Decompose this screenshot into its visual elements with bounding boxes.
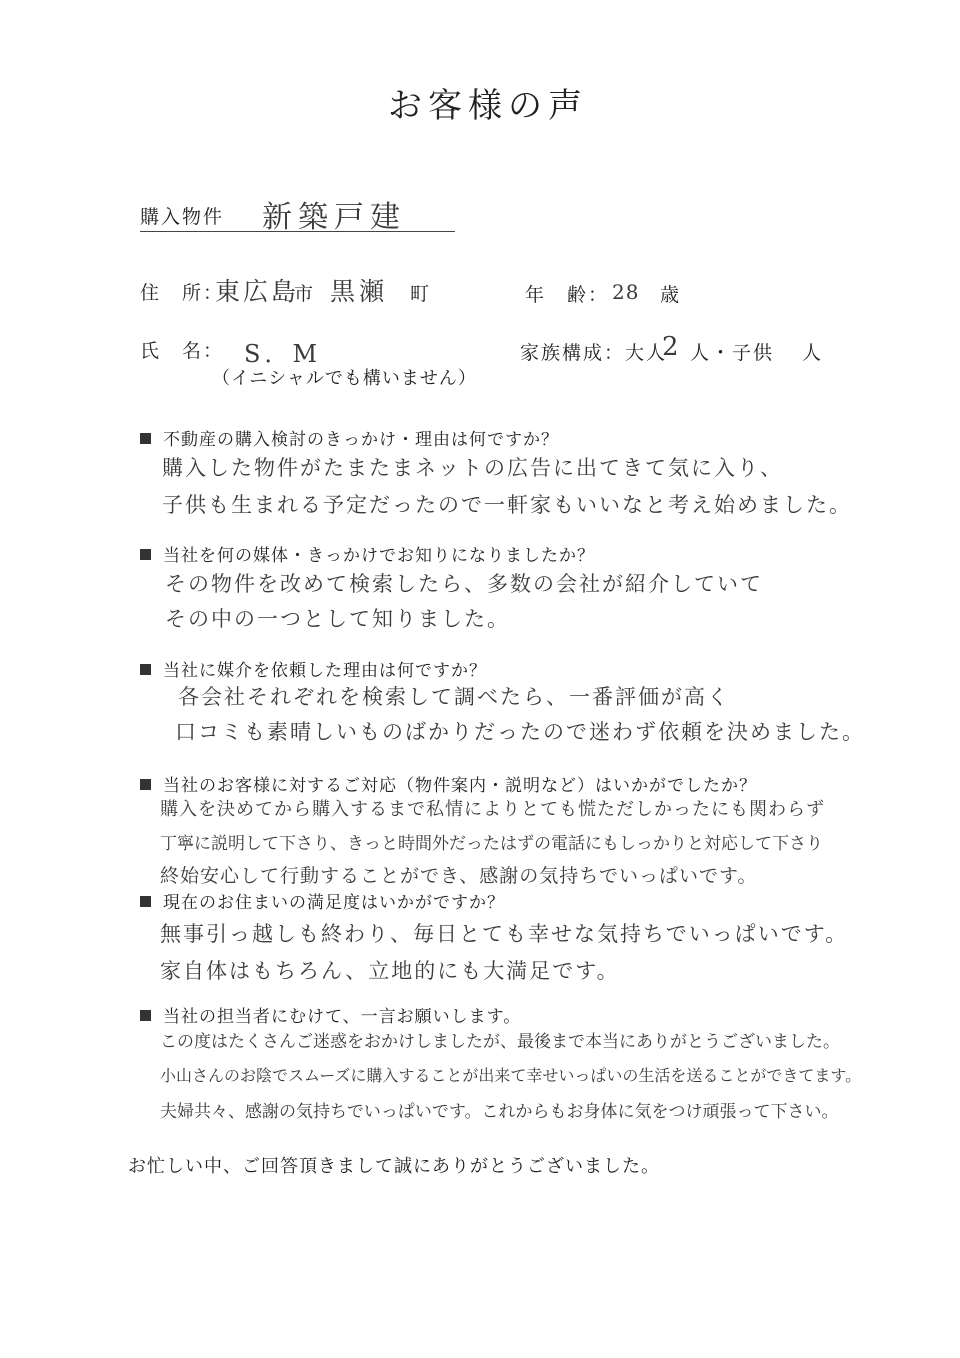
question-2-text: 当社を何の媒体・きっかけでお知りになりましたか？ (163, 546, 595, 566)
answer-2-line-2: その中の一つとして知りました。 (165, 607, 510, 631)
square-bullet-icon (140, 896, 151, 907)
address-label: 住 所： (140, 282, 225, 304)
square-bullet-icon (140, 664, 151, 675)
question-4-text: 当社のお客様に対するご対応（物件案内・説明など）はいかがでしたか？ (163, 776, 757, 796)
answer-5-line-1: 無事引っ越しも終わり、毎日とても幸せな気持ちでいっぱいです。 (160, 922, 849, 946)
question-1 (140, 425, 559, 450)
question-4 (140, 771, 757, 796)
question-5-text: 現在のお住まいの満足度はいかがですか？ (163, 893, 505, 913)
purchase-label: 購入物件 (140, 206, 225, 228)
name-label: 氏 名： (140, 340, 225, 362)
answer-6-line-1: この度はたくさんご迷惑をおかけしましたが、最後まで本当にありがとうございました。 (160, 1032, 840, 1052)
square-bullet-icon (140, 433, 151, 444)
question-3-text: 当社に媒介を依頼した理由は何ですか？ (163, 661, 487, 681)
age-label: 年 齢： (525, 284, 610, 306)
answer-3-line-1: 各会社それぞれを検索して調べたら、一番評価が高く (178, 685, 730, 709)
question-1-text: 不動産の購入検討のきっかけ・理由は何ですか？ (163, 430, 559, 450)
age-suffix: 歳 (660, 284, 682, 306)
square-bullet-icon (140, 779, 151, 790)
answer-4-line-3: 終始安心して行動することができ、感謝の気持ちでいっぱいです。 (160, 865, 758, 887)
purchase-value: 新築戸建 (262, 200, 406, 235)
age-value: 28 (612, 280, 640, 304)
question-6 (140, 1002, 521, 1027)
question-2 (140, 541, 595, 566)
family-adults-suffix: 人・子供 (690, 342, 775, 364)
answer-2-line-1: その物件を改めて検索したら、多数の会社が紹介していて (165, 572, 763, 596)
address-town: 黒瀬 (330, 277, 389, 306)
answer-4-line-1: 購入を決めてから購入するまで私情によりとても慌ただしかったにも関わらず (160, 799, 825, 820)
family-children-suffix: 人 (802, 342, 824, 364)
address-town-suffix: 町 (410, 283, 432, 305)
answer-3-line-2: 口コミも素晴しいものばかりだったので迷わず依頼を決めました。 (175, 720, 865, 744)
answer-5-line-2: 家自体はもちろん、立地的にも大満足です。 (160, 959, 620, 983)
name-note: （イニシャルでも構いません） (212, 368, 477, 389)
name-value: S．M (244, 340, 322, 368)
address-city-suffix: 市 (294, 283, 316, 305)
family-adults: 2 (662, 332, 680, 362)
square-bullet-icon (140, 549, 151, 560)
question-6-text: 当社の担当者にむけて、一言お願いします。 (163, 1007, 522, 1027)
family-label: 家族構成：大人 (520, 342, 668, 364)
answer-6-line-3: 夫婦共々、感謝の気持ちでいっぱいです。これからもお身体に気をつけ頑張って下さい。 (160, 1102, 839, 1122)
answer-1-line-2: 子供も生まれる予定だったので一軒家もいいなと考え始めました。 (162, 493, 852, 517)
answer-4-line-2: 丁寧に説明して下さり、きっと時間外だったはずの電話にもしっかりと対応して下さり (160, 834, 823, 854)
purchase-underline (140, 231, 455, 232)
question-5 (140, 888, 505, 913)
page-title: お客様の声 (388, 86, 588, 126)
answer-6-line-2: 小山さんのお陰でスムーズに購入することが出来て幸せいっぱいの生活を送ることができてます。 (160, 1066, 862, 1085)
square-bullet-icon (140, 1010, 151, 1021)
address-city: 東広島 (215, 277, 300, 306)
answer-1-line-1: 購入した物件がたまたまネットの広告に出てきて気に入り、 (162, 456, 783, 480)
question-3 (140, 656, 487, 681)
closing-message: お忙しい中、ご回答頂きまして誠にありがとうございました。 (128, 1156, 660, 1177)
